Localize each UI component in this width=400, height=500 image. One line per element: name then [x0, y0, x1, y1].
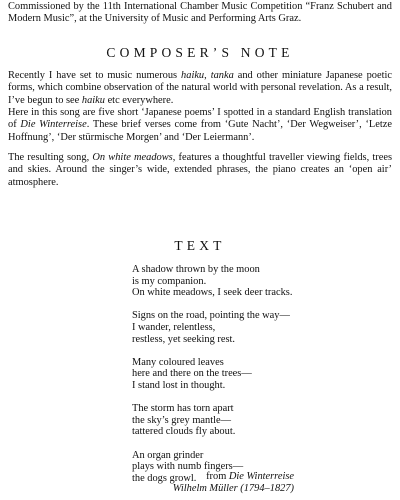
p1-text-b: , [204, 70, 211, 81]
p3-text-b: , features a thoughtful traveller viewing fields, trees and skies. Around the singer’s wide, extended phrases, the piano creates an ‘open air’ atmosphere. [8, 152, 392, 188]
poem-line: The storm has torn apart [132, 403, 234, 415]
poem-line: here and there on the trees— [132, 368, 252, 380]
poem-line: An organ grinder [132, 449, 204, 461]
poem-stanza-1 [132, 264, 332, 299]
p1-tanka: tanka [210, 70, 234, 81]
attribution-author [173, 483, 294, 495]
poem-line: the dogs growl. [132, 472, 197, 484]
composers-note-heading: COMPOSER’S NOTE [106, 45, 294, 60]
p1-haiku-2: haiku [81, 94, 105, 106]
poem-line: the sky’s grey mantle— [132, 414, 231, 426]
p3-song-title: On white meadows [92, 152, 173, 163]
p2-work-title: Die Winterreise [20, 119, 87, 131]
poem-stanza-2 [132, 310, 332, 345]
p1-text-a: Recently I have set to music numerous [8, 70, 182, 81]
poem-line: I stand lost in thought. [132, 379, 226, 391]
p2-text-b: . These brief verses come from ‘Gute Nacht’, ‘Der Wegweiser’, ‘Letze Hoffnung’, ‘Der stürmische Morgen’ and ‘Der Leiermann’. [8, 119, 392, 143]
commission-note: Commissioned by the 11th International Chamber Music Competition “Franz Schubert and Modern Music”, at the University of Music and Performing Arts Graz. [8, 1, 392, 24]
poem-line: A shadow thrown by the moon [132, 264, 260, 275]
poem [132, 264, 332, 496]
attribution [173, 471, 294, 495]
composers-note-paragraph-2 [8, 107, 392, 144]
poem-stanza-3 [132, 357, 332, 392]
composers-note-paragraph-1 [8, 70, 392, 107]
p1-text-d: etc everywhere. [104, 94, 174, 106]
poem-line: restless, yet seeking rest. [132, 333, 236, 345]
poem-line: Many coloured leaves [132, 356, 224, 368]
poem-line: On white meadows, I seek deer tracks. [132, 287, 293, 299]
poem-line: Signs on the road, pointing the way— [132, 310, 290, 322]
composers-note-paragraph-3 [8, 152, 392, 189]
poem-line: I wander, relentless, [132, 321, 216, 333]
attribution-author-name: Wilhelm Müller (1794–1827) [172, 483, 294, 495]
poem-stanza-4 [132, 403, 332, 438]
p3-text-a: The resulting song, [8, 152, 93, 163]
poem-line: is my companion. [132, 275, 207, 287]
p2-text-a: Here in this song are five short ‘Japanese poems’ I spotted in a standard English translation of [8, 107, 392, 131]
attribution-from: from [206, 471, 229, 482]
poem-line: tattered clouds fly about. [132, 426, 236, 438]
poem-line: plays with numb fingers— [132, 461, 244, 473]
attribution-source [173, 471, 294, 483]
attribution-work: Die Winterreise [228, 471, 294, 482]
p1-text-c: and other miniature Japanese poetic forms, which combine observation of the natural world with personal revelation. As a result, I’ve begun to see [8, 70, 392, 106]
text-heading: TEXT [174, 238, 226, 253]
p1-haiku: haiku [181, 70, 205, 81]
